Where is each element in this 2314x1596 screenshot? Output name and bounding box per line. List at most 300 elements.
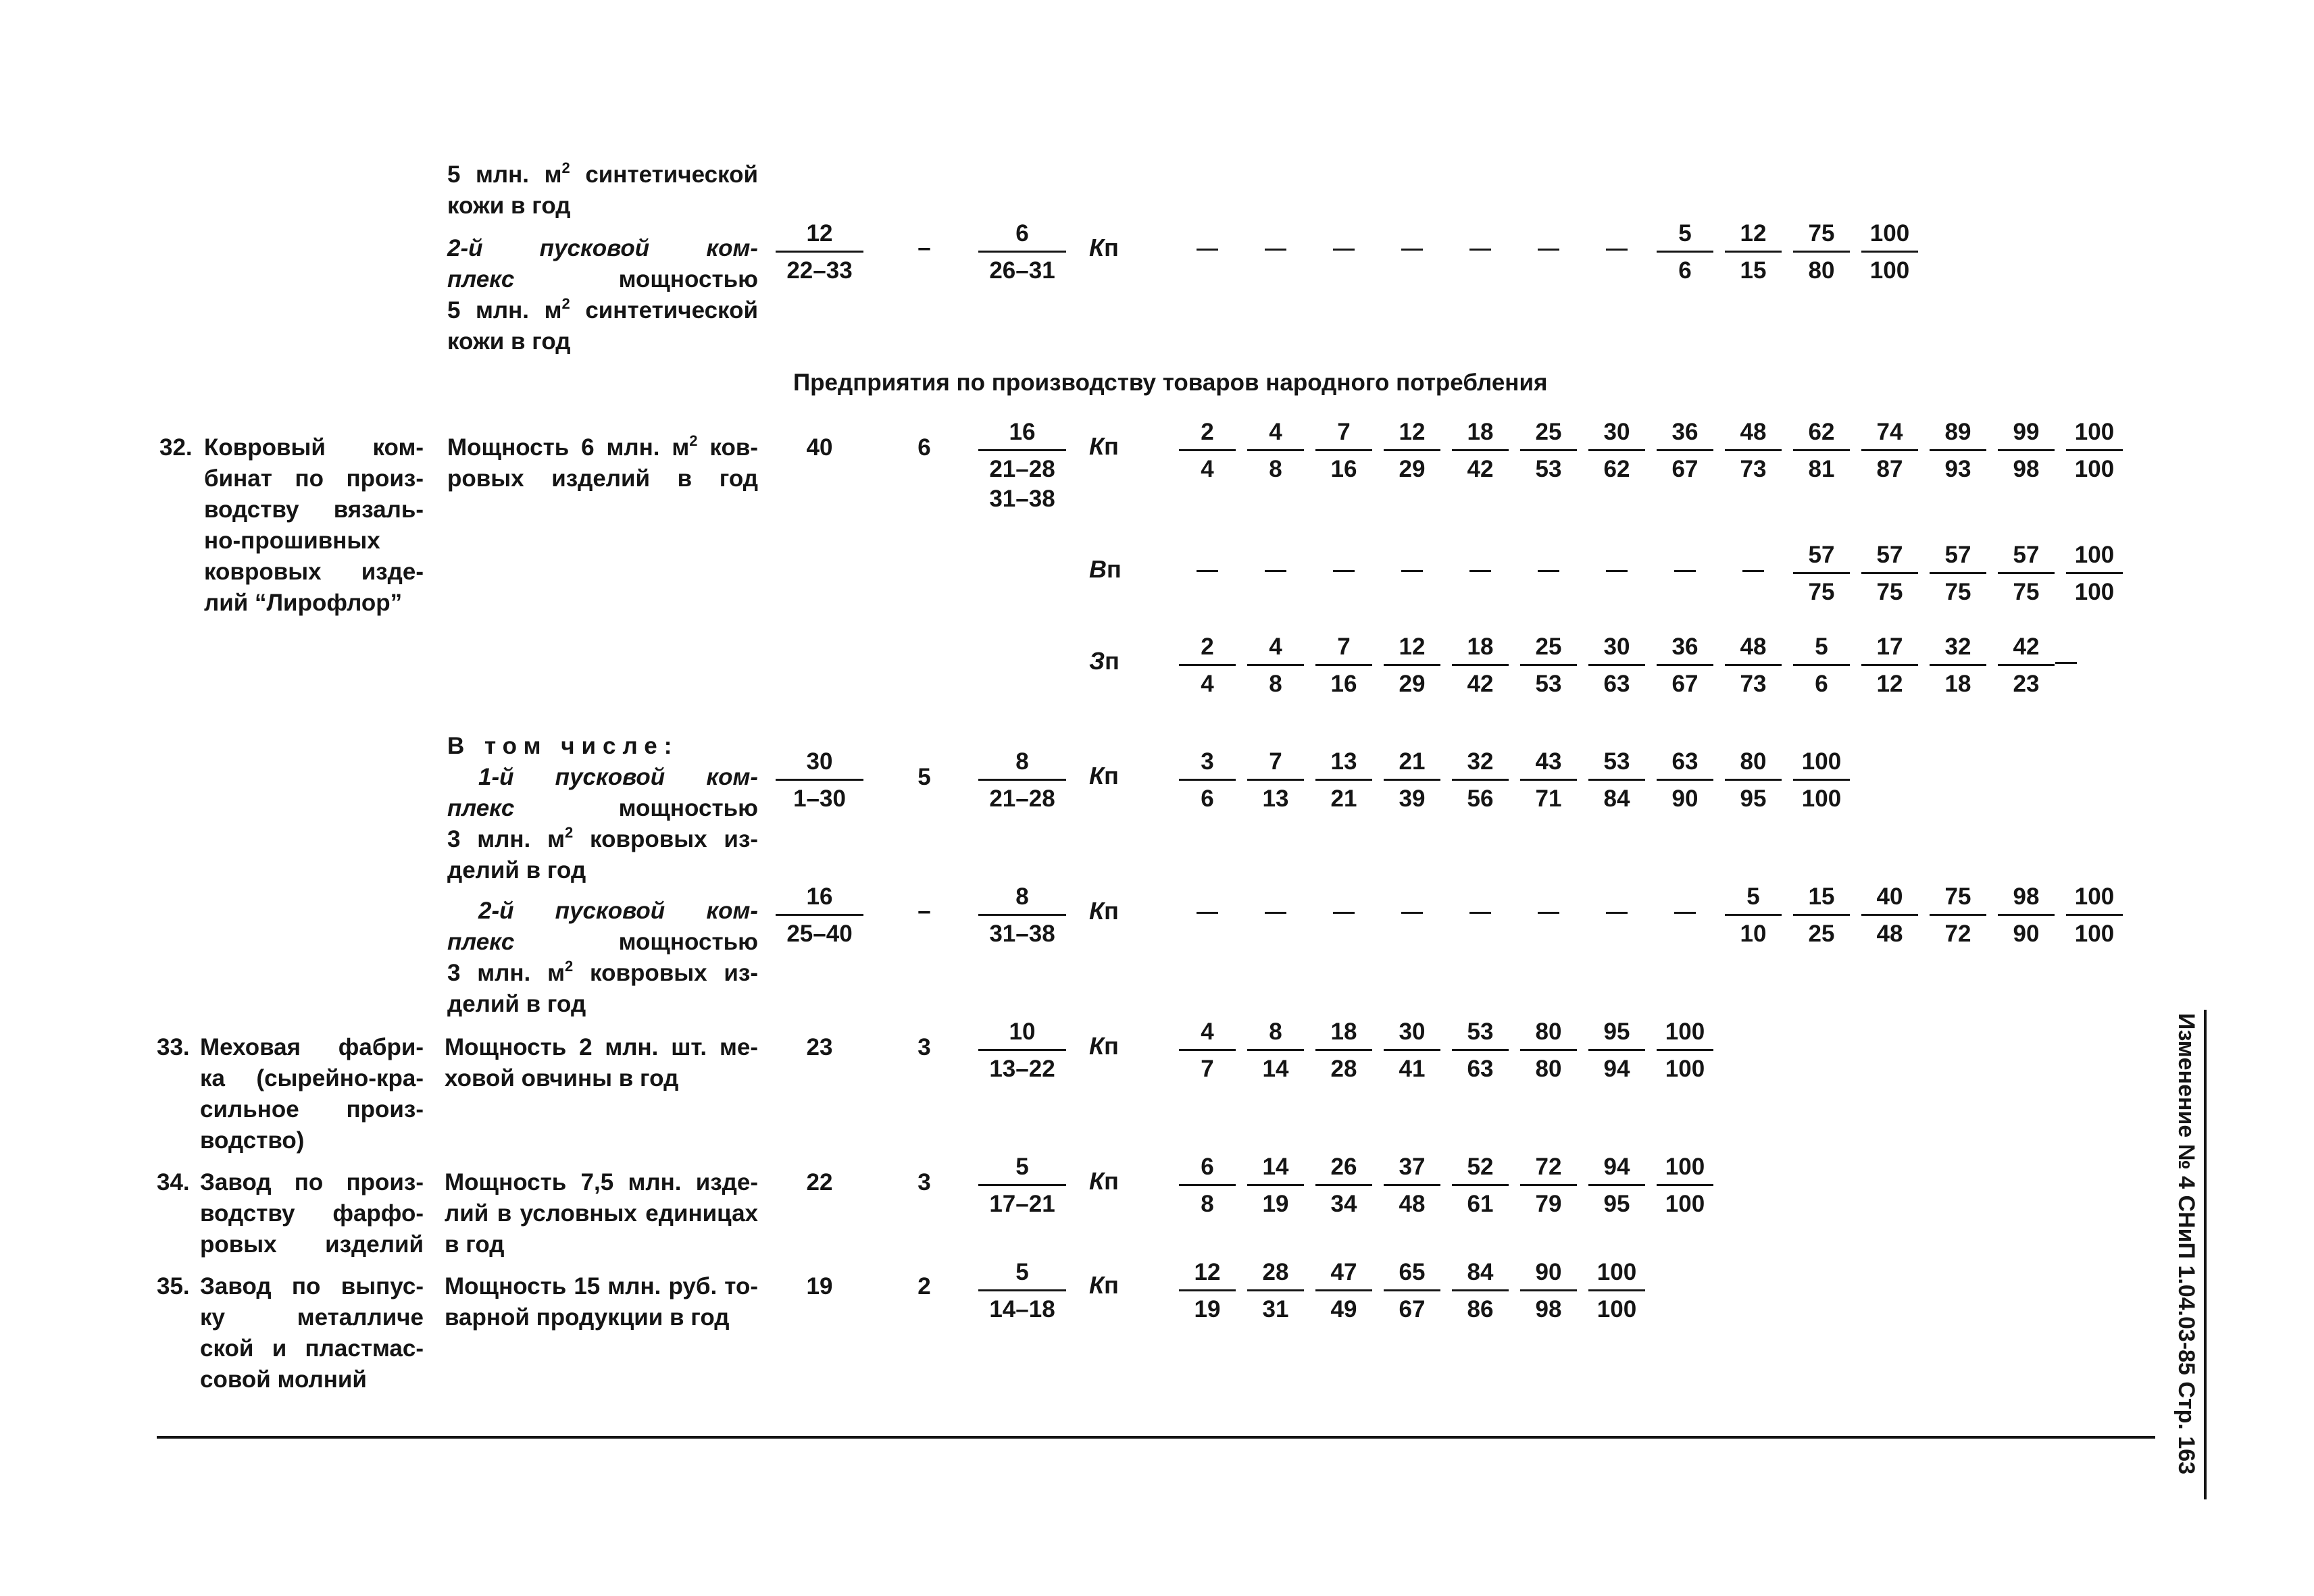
complex2-capacity-text: 2-й пусковой ком- плекс мощностью 5 млн. $м^2$ синтетической кожи в год xyxy=(447,235,758,355)
numerator: 7 xyxy=(1315,632,1372,666)
fraction-cell xyxy=(1861,882,1918,949)
numerator: 12 xyxy=(1725,219,1782,253)
denominator: 41 xyxy=(1399,1056,1426,1082)
fraction-cell xyxy=(1930,417,1986,484)
numerator: 47 xyxy=(1315,1258,1372,1291)
numerator: 36 xyxy=(1657,632,1713,666)
numerator: 99 xyxy=(1998,417,2055,451)
denominator: 42 xyxy=(1467,456,1494,482)
denominator: 49 xyxy=(1330,1296,1357,1322)
denominator: 6 xyxy=(1678,257,1692,284)
row33-col1: 23 xyxy=(806,1034,833,1060)
empty-cell-dash xyxy=(1333,249,1355,251)
numerator: 4 xyxy=(1179,1017,1236,1051)
denominator: 16 xyxy=(1330,456,1357,482)
fraction-cell xyxy=(1179,1017,1236,1084)
numerator: 84 xyxy=(1452,1258,1509,1291)
fraction-cell xyxy=(1315,1017,1372,1084)
numerator: 100 xyxy=(1793,747,1850,781)
numerator: 18 xyxy=(1315,1017,1372,1051)
row34-col3: 5 17–21 xyxy=(978,1152,1066,1219)
fraction-cell xyxy=(1930,632,1986,699)
complex1-text: 1-й пусковой ком- плекс мощностью 3 млн. $м^2$ ковровых из- делий в год xyxy=(447,764,758,883)
complex2-k-label: Кп xyxy=(1089,897,1119,925)
row34-name: Завод по произ- водству фарфо- ровых изделий xyxy=(200,1169,424,1258)
empty-cell-dash xyxy=(1265,249,1286,251)
denominator: 56 xyxy=(1467,786,1494,812)
denominator: 16 xyxy=(1330,671,1357,697)
denominator: 4 xyxy=(1201,671,1214,697)
fraction-cell xyxy=(1452,1017,1509,1084)
row33-col2: 3 xyxy=(917,1034,931,1060)
denominator: 100 xyxy=(2074,921,2115,947)
row35-col1: 19 xyxy=(806,1273,833,1299)
row32-col1: 40 xyxy=(806,434,833,461)
denominator: 71 xyxy=(1535,786,1562,812)
fraction-cell xyxy=(1657,219,1713,286)
numerator: 48 xyxy=(1725,417,1782,451)
fraction-cell xyxy=(1657,417,1713,484)
empty-cell-dash xyxy=(1606,249,1628,251)
denominator: 100 xyxy=(1869,257,1910,284)
numerator: 5 xyxy=(1657,219,1713,253)
empty-cell-dash xyxy=(1469,570,1491,572)
fraction-cell xyxy=(1247,1152,1304,1219)
denominator: 29 xyxy=(1399,456,1426,482)
denominator: 80 xyxy=(1535,1056,1562,1082)
empty-cell-dash xyxy=(1333,912,1355,914)
fraction-cell xyxy=(1520,747,1577,814)
row32-number: 32. xyxy=(159,434,193,461)
row33-capacity: Мощность 2 млн. шт. ме- ховой овчины в год xyxy=(445,1034,758,1091)
fraction-cell xyxy=(1793,417,1850,484)
denominator: 100 xyxy=(1665,1191,1705,1217)
numerator: 53 xyxy=(1452,1017,1509,1051)
fraction-cell xyxy=(1247,632,1304,699)
complex2-col1: 16 25–40 xyxy=(776,882,863,949)
numerator: 30 xyxy=(1588,632,1645,666)
row33-col3: 10 13–22 xyxy=(978,1017,1066,1084)
numerator: 94 xyxy=(1588,1152,1645,1186)
denominator: 4 xyxy=(1201,456,1214,482)
denominator: 100 xyxy=(2074,456,2115,482)
numerator: 43 xyxy=(1520,747,1577,781)
numerator: 100 xyxy=(2066,882,2123,916)
denominator: 73 xyxy=(1740,456,1767,482)
numerator: 48 xyxy=(1725,632,1782,666)
denominator: 100 xyxy=(1665,1056,1705,1082)
row32-col3-fraction: 16 21–28 31–38 xyxy=(978,417,1066,514)
row35-capacity: Мощность 15 млн. руб. то- варной продукции в год xyxy=(445,1273,758,1331)
denominator: 67 xyxy=(1671,671,1699,697)
denominator: 42 xyxy=(1467,671,1494,697)
numerator: 14 xyxy=(1247,1152,1304,1186)
denominator: 14 xyxy=(1262,1056,1289,1082)
numerator: 15 xyxy=(1793,882,1850,916)
fraction-cell xyxy=(1998,540,2055,607)
numerator: 100 xyxy=(1588,1258,1645,1291)
fraction-cell xyxy=(1588,1258,1645,1324)
fraction-cell xyxy=(1793,747,1850,814)
denominator: 75 xyxy=(1876,579,1903,605)
fraction-cell xyxy=(1384,417,1440,484)
numerator: 100 xyxy=(1657,1152,1713,1186)
fraction-cell xyxy=(1657,632,1713,699)
empty-cell-dash xyxy=(1197,249,1218,251)
complex2-text: 2-й пусковой ком- плекс мощностью 3 млн. $м^2$ ковровых из- делий в год xyxy=(447,898,758,1017)
numerator: 40 xyxy=(1861,882,1918,916)
fraction-cell xyxy=(1179,1152,1236,1219)
row34-k-label: Кп xyxy=(1089,1167,1119,1195)
bottom-rule xyxy=(157,1436,2155,1439)
numerator: 18 xyxy=(1452,632,1509,666)
denominator: 25 xyxy=(1808,921,1835,947)
numerator: 62 xyxy=(1793,417,1850,451)
fraction-cell xyxy=(2066,882,2123,949)
denominator: 21 xyxy=(1330,786,1357,812)
denominator: 100 xyxy=(2074,579,2115,605)
denominator: 94 xyxy=(1603,1056,1630,1082)
numerator: 25 xyxy=(1520,417,1577,451)
fraction-cell xyxy=(1861,417,1918,484)
fraction-cell xyxy=(1520,417,1577,484)
numerator: 80 xyxy=(1520,1017,1577,1051)
fraction-cell xyxy=(1384,1017,1440,1084)
fraction-cell xyxy=(1657,747,1713,814)
fraction-cell xyxy=(1930,540,1986,607)
fraction-cell xyxy=(1520,1152,1577,1219)
numerator: 37 xyxy=(1384,1152,1440,1186)
numerator: 26 xyxy=(1315,1152,1372,1186)
complex1-k-label: Кп xyxy=(1089,762,1119,790)
fraction-cell xyxy=(1452,417,1509,484)
numerator: 100 xyxy=(2066,540,2123,574)
empty-cell-dash xyxy=(1538,570,1559,572)
fraction-cell xyxy=(2066,417,2123,484)
fraction-cell xyxy=(1452,1152,1509,1219)
fraction-cell xyxy=(1861,632,1918,699)
denominator: 100 xyxy=(1596,1296,1637,1322)
numerator: 52 xyxy=(1452,1152,1509,1186)
numerator: 2 xyxy=(1179,632,1236,666)
fraction-cell xyxy=(1520,632,1577,699)
empty-cell-dash xyxy=(1265,570,1286,572)
numerator: 57 xyxy=(1793,540,1850,574)
empty-cell-dash xyxy=(1197,912,1218,914)
fraction-cell xyxy=(1725,219,1782,286)
fraction-cell xyxy=(1179,417,1236,484)
denominator: 8 xyxy=(1269,671,1282,697)
top-col1-fraction: 12 22–33 xyxy=(776,219,863,286)
empty-cell-dash xyxy=(1742,570,1764,572)
fraction-cell xyxy=(1998,882,2055,949)
fraction-cell xyxy=(1793,632,1850,699)
numerator: 65 xyxy=(1384,1258,1440,1291)
denominator: 53 xyxy=(1535,456,1562,482)
denominator: 39 xyxy=(1399,786,1426,812)
cont-capacity-text: 5 млн. $м^2$ синтетической кожи в год xyxy=(447,159,758,219)
empty-cell-dash xyxy=(1469,249,1491,251)
numerator: 42 xyxy=(1998,632,2055,666)
fraction-cell xyxy=(1247,1258,1304,1324)
row33-name: Меховая фабри- ка (сырейно-кра- сильное произ- водство) xyxy=(200,1034,424,1154)
numerator: 57 xyxy=(1998,540,2055,574)
complex2-col2-dash: – xyxy=(917,898,931,924)
row34-col1: 22 xyxy=(806,1169,833,1195)
row34-col2: 3 xyxy=(917,1169,931,1195)
denominator: 12 xyxy=(1876,671,1903,697)
denominator: 28 xyxy=(1330,1056,1357,1082)
denominator: 81 xyxy=(1808,456,1835,482)
fraction-cell xyxy=(1520,1258,1577,1324)
numerator: 7 xyxy=(1247,747,1304,781)
fraction-cell xyxy=(1657,1152,1713,1219)
denominator: 90 xyxy=(1671,786,1699,812)
row35-name: Завод по выпус- ку металличе ской и пластмас- совой молний xyxy=(200,1273,424,1393)
row35-k-label: Кп xyxy=(1089,1271,1119,1299)
empty-cell-dash xyxy=(1401,249,1423,251)
empty-cell-dash xyxy=(1401,570,1423,572)
row32-name: Ковровый ком- бинат по произ- водству вязаль- но-прошивных ковровых изде- лий “Лирофлор” xyxy=(204,434,424,616)
row33-number: 33. xyxy=(157,1034,190,1060)
complex1-col3: 8 21–28 xyxy=(978,747,1066,814)
numerator: 4 xyxy=(1247,632,1304,666)
numerator: 21 xyxy=(1384,747,1440,781)
denominator: 98 xyxy=(1535,1296,1562,1322)
denominator: 63 xyxy=(1467,1056,1494,1082)
fraction-cell xyxy=(2066,540,2123,607)
numerator: 3 xyxy=(1179,747,1236,781)
empty-cell-dash xyxy=(1197,570,1218,572)
empty-cell-dash xyxy=(1401,912,1423,914)
denominator: 19 xyxy=(1262,1191,1289,1217)
numerator: 30 xyxy=(1384,1017,1440,1051)
denominator: 75 xyxy=(1808,579,1835,605)
fraction-cell xyxy=(1793,540,1850,607)
fraction-cell xyxy=(1725,632,1782,699)
row33-k-label: Кп xyxy=(1089,1032,1119,1060)
denominator: 6 xyxy=(1201,786,1214,812)
denominator: 8 xyxy=(1201,1191,1214,1217)
denominator: 53 xyxy=(1535,671,1562,697)
row32-v-label: Вп xyxy=(1089,555,1122,583)
denominator: 19 xyxy=(1194,1296,1221,1322)
fraction-cell xyxy=(1520,1017,1577,1084)
empty-cell-dash xyxy=(1674,570,1696,572)
including-heading: В том числе: xyxy=(447,733,679,759)
fraction-cell xyxy=(1247,1017,1304,1084)
fraction-cell xyxy=(1247,747,1304,814)
denominator: 8 xyxy=(1269,456,1282,482)
numerator: 98 xyxy=(1998,882,2055,916)
complex1-col2: 5 xyxy=(917,764,931,790)
section-title: Предприятия по производству товаров народного потребления xyxy=(793,369,1548,396)
fraction-cell xyxy=(1315,417,1372,484)
fraction-cell xyxy=(1725,747,1782,814)
fraction-cell xyxy=(1452,747,1509,814)
fraction-cell xyxy=(1247,417,1304,484)
fraction-cell xyxy=(1588,632,1645,699)
empty-cell-dash xyxy=(1606,570,1628,572)
numerator: 5 xyxy=(1725,882,1782,916)
row32-capacity: Мощность 6 млн. $м^2$ ков- ровых изделий в год xyxy=(447,432,758,492)
fraction-cell xyxy=(1384,632,1440,699)
row32-col2: 6 xyxy=(917,434,931,461)
numerator: 53 xyxy=(1588,747,1645,781)
denominator: 72 xyxy=(1944,921,1971,947)
fraction-cell xyxy=(1179,632,1236,699)
numerator: 80 xyxy=(1725,747,1782,781)
complex2-col3: 8 31–38 xyxy=(978,882,1066,949)
numerator: 100 xyxy=(1861,219,1918,253)
empty-cell-dash xyxy=(1606,912,1628,914)
denominator: 75 xyxy=(2013,579,2040,605)
side-rule xyxy=(2204,1010,2207,1499)
row34-number: 34. xyxy=(157,1169,190,1195)
row35-number: 35. xyxy=(157,1273,190,1299)
fraction-cell xyxy=(1588,1017,1645,1084)
denominator: 79 xyxy=(1535,1191,1562,1217)
numerator: 4 xyxy=(1247,417,1304,451)
numerator: 100 xyxy=(1657,1017,1713,1051)
fraction-cell xyxy=(1930,882,1986,949)
denominator: 34 xyxy=(1330,1191,1357,1217)
numerator: 7 xyxy=(1315,417,1372,451)
fraction-cell xyxy=(1998,417,2055,484)
denominator: 18 xyxy=(1944,671,1971,697)
fraction-cell xyxy=(1384,1152,1440,1219)
denominator: 86 xyxy=(1467,1296,1494,1322)
fraction-cell xyxy=(1793,882,1850,949)
side-page-title: Изменение № 4 СНиП 1.04.03-85 Стр. 163 xyxy=(2173,1013,2199,1475)
denominator: 95 xyxy=(1740,786,1767,812)
denominator: 29 xyxy=(1399,671,1426,697)
row32-z-last-dash xyxy=(2055,662,2077,664)
empty-cell-dash xyxy=(1469,912,1491,914)
fraction-cell xyxy=(1315,747,1372,814)
denominator: 75 xyxy=(1944,579,1971,605)
top-col3-fraction: 6 26–31 xyxy=(978,219,1066,286)
denominator: 48 xyxy=(1399,1191,1426,1217)
fraction-cell xyxy=(1179,747,1236,814)
fraction-cell xyxy=(1861,219,1918,286)
denominator: 95 xyxy=(1603,1191,1630,1217)
numerator: 28 xyxy=(1247,1258,1304,1291)
numerator: 17 xyxy=(1861,632,1918,666)
numerator: 74 xyxy=(1861,417,1918,451)
fraction-cell xyxy=(1315,632,1372,699)
row35-col2: 2 xyxy=(917,1273,931,1299)
denominator: 62 xyxy=(1603,456,1630,482)
fraction-cell xyxy=(1452,632,1509,699)
numerator: 75 xyxy=(1793,219,1850,253)
numerator: 32 xyxy=(1452,747,1509,781)
denominator: 61 xyxy=(1467,1191,1494,1217)
numerator: 25 xyxy=(1520,632,1577,666)
fraction-cell xyxy=(1998,632,2055,699)
numerator: 12 xyxy=(1384,632,1440,666)
numerator: 12 xyxy=(1179,1258,1236,1291)
denominator: 63 xyxy=(1603,671,1630,697)
numerator: 63 xyxy=(1657,747,1713,781)
empty-cell-dash xyxy=(1333,570,1355,572)
fraction-cell xyxy=(1588,747,1645,814)
fraction-cell xyxy=(1384,747,1440,814)
empty-cell-dash xyxy=(1674,912,1696,914)
numerator: 8 xyxy=(1247,1017,1304,1051)
denominator: 15 xyxy=(1740,257,1767,284)
fraction-cell xyxy=(1452,1258,1509,1324)
empty-cell-dash xyxy=(1538,249,1559,251)
numerator: 57 xyxy=(1861,540,1918,574)
fraction-cell xyxy=(1725,417,1782,484)
empty-cell-dash xyxy=(1538,912,1559,914)
row32-k-label: Кп xyxy=(1089,432,1119,460)
fraction-cell xyxy=(1179,1258,1236,1324)
row34-capacity: Мощность 7,5 млн. изде- лий в условных единицах в год xyxy=(445,1169,758,1258)
fraction-cell xyxy=(1315,1152,1372,1219)
numerator: 90 xyxy=(1520,1258,1577,1291)
numerator: 36 xyxy=(1657,417,1713,451)
numerator: 6 xyxy=(1179,1152,1236,1186)
denominator: 23 xyxy=(2013,671,2040,697)
fraction-cell xyxy=(1657,1017,1713,1084)
denominator: 80 xyxy=(1808,257,1835,284)
empty-cell-dash xyxy=(1265,912,1286,914)
denominator: 48 xyxy=(1876,921,1903,947)
fraction-cell xyxy=(1384,1258,1440,1324)
denominator: 31 xyxy=(1262,1296,1289,1322)
numerator: 89 xyxy=(1930,417,1986,451)
denominator: 90 xyxy=(2013,921,2040,947)
denominator: 6 xyxy=(1815,671,1828,697)
denominator: 84 xyxy=(1603,786,1630,812)
numerator: 13 xyxy=(1315,747,1372,781)
denominator: 10 xyxy=(1740,921,1767,947)
numerator: 57 xyxy=(1930,540,1986,574)
numerator: 75 xyxy=(1930,882,1986,916)
row35-col3: 5 14–18 xyxy=(978,1258,1066,1324)
fraction-cell xyxy=(1861,540,1918,607)
denominator: 87 xyxy=(1876,456,1903,482)
fraction-cell xyxy=(1588,1152,1645,1219)
fraction-cell xyxy=(1793,219,1850,286)
denominator: 73 xyxy=(1740,671,1767,697)
numerator: 100 xyxy=(2066,417,2123,451)
complex1-col1: 30 1–30 xyxy=(776,747,863,814)
denominator: 7 xyxy=(1201,1056,1214,1082)
denominator: 67 xyxy=(1671,456,1699,482)
denominator: 93 xyxy=(1944,456,1971,482)
fraction-cell xyxy=(1725,882,1782,949)
denominator: 67 xyxy=(1399,1296,1426,1322)
denominator: 98 xyxy=(2013,456,2040,482)
top-col2-dash: – xyxy=(917,234,931,261)
numerator: 5 xyxy=(1793,632,1850,666)
numerator: 30 xyxy=(1588,417,1645,451)
numerator: 72 xyxy=(1520,1152,1577,1186)
numerator: 95 xyxy=(1588,1017,1645,1051)
denominator: 13 xyxy=(1262,786,1289,812)
numerator: 18 xyxy=(1452,417,1509,451)
row32-z-label: Зп xyxy=(1089,647,1120,675)
numerator: 32 xyxy=(1930,632,1986,666)
top-coef-label: Кп xyxy=(1089,234,1119,261)
fraction-cell xyxy=(1315,1258,1372,1324)
numerator: 2 xyxy=(1179,417,1236,451)
fraction-cell xyxy=(1588,417,1645,484)
numerator: 12 xyxy=(1384,417,1440,451)
